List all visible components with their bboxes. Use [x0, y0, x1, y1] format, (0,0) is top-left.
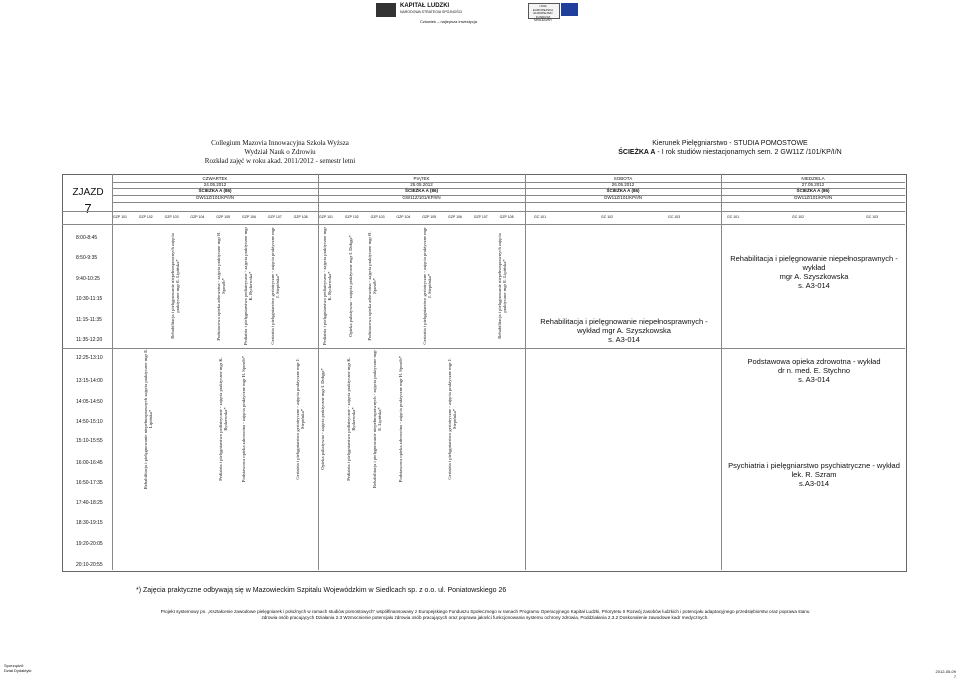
- practical-class-vertical: Geriatria i pielęgniarstwo geriatryczne - zajęcia praktyczne mgr J. Stepińska*: [447, 358, 458, 480]
- day-thursday: [113, 176, 317, 200]
- time-slot: 15:10-15:55: [76, 438, 103, 444]
- time-slot: 8:50-9:35: [76, 255, 98, 261]
- saturday-lecture-block: [528, 317, 720, 344]
- practical-class-vertical: Rehabilitacja i pielęgnowanie niepełnosprawnych - zajęcia praktyczne mgr E. Lipińska*: [372, 350, 383, 488]
- group-code: GZP 107: [267, 215, 282, 219]
- tagline: Człowiek – najlepsza inwestycja: [420, 19, 477, 24]
- group-code: GC 102: [601, 215, 614, 219]
- print-date: 2012-05-09: [935, 669, 956, 674]
- group-code: GZP 107: [473, 215, 488, 219]
- group-code: GZP 103: [164, 215, 179, 219]
- day-group: GW11Z/101/KP/I/N: [402, 195, 441, 200]
- lecture-room: s. A3-014: [608, 335, 640, 344]
- sunday-morning-lecture-block: [723, 254, 905, 290]
- time-slot: 13:15-14:00: [76, 378, 103, 384]
- lecture-teacher: mgr A. Szyszkowska: [779, 272, 849, 281]
- time-slot: 11:15-11:35: [76, 317, 102, 323]
- day-group: GW11Z/101/KP/I/N: [195, 195, 235, 200]
- sunday-afternoon-lecture-block: [723, 461, 905, 488]
- day-group: GW11Z/101/KP/I/N: [793, 195, 833, 200]
- zjazd-number: 7: [84, 201, 92, 216]
- prepared-by-dept: Dział Dydaktyki: [4, 668, 32, 673]
- group-code: GZP 108: [293, 215, 308, 219]
- time-slot: 16:00-16:45: [76, 460, 103, 466]
- practical-class-vertical: Rehabilitacja i pielęgnowanie niepełnosprawnych zajęcia praktyczne mgr E. Lipińska*: [170, 233, 181, 339]
- practical-class-vertical: Geriatria i pielęgniarstwo geriatryczne - zajęcia praktyczne mgr J. Stepińska*: [422, 227, 433, 345]
- group-code: GC 102: [792, 215, 805, 219]
- day-date: 26.05.2012: [611, 182, 635, 187]
- eu-logo-text: UNIA EUROPEJSKA EUROPEJSKI FUNDUSZ SPOŁECZNY: [532, 4, 554, 22]
- practical-class-vertical: Pediatria i pielęgniarstwo pediatryczne - zajęcia praktyczne mgr K. Rydzewska*: [218, 357, 229, 481]
- time-slot: 8:00-8:45: [76, 235, 98, 241]
- lecture-title: Psychiatria i pielęgniarstwo psychiatryczne - wykład: [728, 461, 900, 470]
- group-code: GZP 102: [344, 215, 359, 219]
- day-path: ŚCIEŻKA A (86): [404, 188, 438, 193]
- day-name: CZWARTEK: [202, 176, 228, 181]
- day-date: 25.05.2012: [410, 182, 433, 187]
- lecture-teacher: dr n. med. E. Stychno: [777, 366, 851, 375]
- project-footer: [70, 609, 900, 621]
- lecture-room: s. A3-014: [798, 375, 830, 384]
- day-friday: [319, 176, 524, 200]
- path-bold: ŚCIEŻKA A: [618, 149, 656, 156]
- group-code: GZP 106: [448, 215, 462, 219]
- day-path: ŚCIEŻKA A (86): [796, 188, 830, 193]
- day-path: ŚCIEŻKA A (86): [198, 188, 232, 193]
- time-slot: 14:05-14:50: [76, 399, 103, 405]
- page-number: 7: [953, 674, 956, 679]
- practical-class-vertical: Opieka paliatywna - zajęcia praktyczne mgr I. Dołęga*: [348, 235, 353, 337]
- practical-class-vertical: Opieka paliatywna - zajęcia praktyczne mgr I. Dołęga*: [320, 368, 325, 470]
- time-slot: 12:25-13:10: [76, 355, 103, 361]
- day-saturday: [526, 176, 720, 200]
- practical-class-vertical: Geriatria i pielęgniarstwo geriatryczne - zajęcia praktyczne mgr J. Stepińska*: [270, 227, 281, 345]
- time-slot: 14:50-15:10: [76, 419, 103, 425]
- program-line-2: [610, 148, 850, 157]
- footer-line-2: zdrowia osób pracujących Działania 2.3 Wzmocnienie potencjału zdrowia osób pracujących oraz poprawa jakości funkcjonowania systemu ochrony zdrowia, Poddziałania 2.3.2 Doskonalenie zawodowe kadr medycznych.: [261, 615, 709, 620]
- group-code: GZP 104: [396, 215, 411, 219]
- lecture-room: s.A3-014: [798, 479, 830, 488]
- sunday-noon-lecture-block: [723, 357, 905, 384]
- time-slot: 19:20-20:05: [76, 541, 103, 547]
- lecture-title: Podstawowa opieka zdrowotna - wykład: [747, 357, 881, 366]
- time-slot: 18:30-19:15: [76, 520, 103, 526]
- practical-class-vertical: Podstawowa opieka zdrowotna - zajęcia praktyczne mgr H. Sposób*: [398, 355, 403, 483]
- institution-header: [195, 139, 365, 166]
- day-date: 27.05.2012: [801, 182, 825, 187]
- group-code: GC 103: [866, 215, 879, 219]
- print-info: [936, 669, 956, 679]
- path-rest: - I rok studiów niestacjonarnych sem. 2 GW11Z /101/KP/I/N: [655, 149, 842, 156]
- group-code: GZP 103: [370, 215, 385, 219]
- zjazd-label: ZJAZD: [72, 187, 104, 198]
- time-slot: 17:40-18:25: [76, 500, 103, 506]
- group-code: GZP 108: [499, 215, 514, 219]
- practical-class-vertical: Podstawowa opieka zdrowotna - zajęcia praktyczne mgr H. Sposób*: [367, 231, 378, 341]
- group-code: GZP 101: [319, 215, 333, 219]
- practical-class-vertical: Pediatria i pielęgniarstwo pediatryczne - zajęcia praktyczne mgr K. Rydzewska*: [346, 357, 357, 481]
- day-path: ŚCIEŻKA A (86): [606, 188, 640, 193]
- day-name: PIĄTEK: [413, 176, 430, 181]
- program-line-1: Kierunek Pielęgniarstwo - STUDIA POMOSTOWE: [652, 140, 808, 147]
- group-code: GZP 106: [242, 215, 256, 219]
- kapital-ludzki-logo-icon: [376, 3, 396, 17]
- lecture-teacher: lek. R. Szram: [791, 470, 837, 479]
- footer-line-1: Projekt systemowy pn. „Kształcenie zawodowe pielęgniarek i położnych w ramach studiów pomostowych” współfinansowany z Europejskiego Funduszu Społecznego w ramach Programu Operacyjnego Kapitał Ludzki, Priorytetu II Rozwój zasobów ludzkich i potencjału adaptacyjnego przedsiębiorstw oraz poprawa stanu: [160, 609, 810, 614]
- lecture-title: Rehabilitacja i pielęgnowanie niepełnosprawnych -: [540, 317, 708, 326]
- day-date: 24.05.2012: [203, 182, 227, 187]
- group-code: GZP 105: [422, 215, 437, 219]
- kapital-ludzki-subtitle: NARODOWA STRATEGIA SPÓJNOŚCI: [400, 10, 463, 14]
- time-slot: 20:10-20:55: [76, 562, 103, 568]
- group-code: GZP 105: [216, 215, 231, 219]
- practical-class-vertical: Rehabilitacja i pielęgnowanie niepełnosprawnych zajęcia praktyczne mgr E. Lipińska*: [143, 348, 154, 490]
- day-name: SOBOTA: [613, 176, 633, 181]
- time-slot: 10:30-11:15: [76, 296, 103, 302]
- day-group: GW11Z/101/KP/I/N: [603, 195, 643, 200]
- group-code: GC 101: [534, 215, 547, 219]
- lecture-room: s. A3-014: [798, 281, 830, 290]
- lecture-title: Rehabilitacja i pielęgnowanie niepełnosprawnych - wykład: [730, 254, 898, 272]
- header-line-2: Wydział Nauk o Zdrowiu: [244, 148, 316, 156]
- practical-class-vertical: Pediatria i pielęgniarstwo pediatryczne - zajęcia praktyczne mgr K. Rydzewska*: [322, 227, 333, 345]
- day-sunday: [722, 176, 904, 200]
- group-code: GC 103: [668, 215, 681, 219]
- kapital-ludzki-title: KAPITAŁ LUDZKI: [400, 3, 450, 9]
- practical-class-vertical: Podstawowa opieka zdrowotna - zajęcia praktyczne mgr H. Sposób*: [216, 231, 227, 341]
- practical-class-vertical: Rehabilitacja i pielęgnowanie niepełnosprawnych zajęcia praktyczne mgr E. Lipińska*: [497, 233, 508, 339]
- day-name: NIEDZIELA: [801, 176, 825, 181]
- practical-class-vertical: Geriatria i pielęgniarstwo geriatryczne - zajęcia praktyczne mgr J. Stepińska*: [295, 358, 306, 480]
- header-line-3: Rozkład zajęć w roku akad. 2011/2012 - semestr letni: [204, 157, 356, 165]
- practical-class-vertical: Podstawowa opieka zdrowotna - zajęcia praktyczne mgr H. Sposób*: [241, 355, 246, 483]
- program-header: [610, 139, 850, 157]
- time-slot: 16:50-17:35: [76, 480, 103, 486]
- time-slot: 9:40-10:25: [76, 276, 100, 282]
- lecture-teacher: wykład mgr A. Szyszkowska: [577, 326, 671, 335]
- eu-flag-icon: [561, 3, 578, 16]
- group-code: GZP 104: [190, 215, 205, 219]
- prepared-by: [4, 663, 31, 673]
- prepared-by-label: Sporządził:: [4, 663, 24, 668]
- practical-classes-note: *) Zajęcia praktyczne odbywają się w Mazowieckim Szpitalu Wojewódzkim w Siedlcach sp. z o.o. ul. Poniatowskiego 26: [136, 587, 507, 594]
- header-line-1: Collegium Mazovia Innowacyjna Szkoła Wyższa: [211, 139, 349, 147]
- practical-class-vertical: Pediatria i pielęgniarstwo pediatryczne - zajęcia praktyczne mgr K. Rydzewska*: [243, 227, 254, 345]
- group-code: GZP 102: [138, 215, 153, 219]
- group-code: GZP 101: [113, 215, 127, 219]
- group-code: GC 101: [727, 215, 740, 219]
- time-slot: 11:35-12:20: [76, 337, 103, 343]
